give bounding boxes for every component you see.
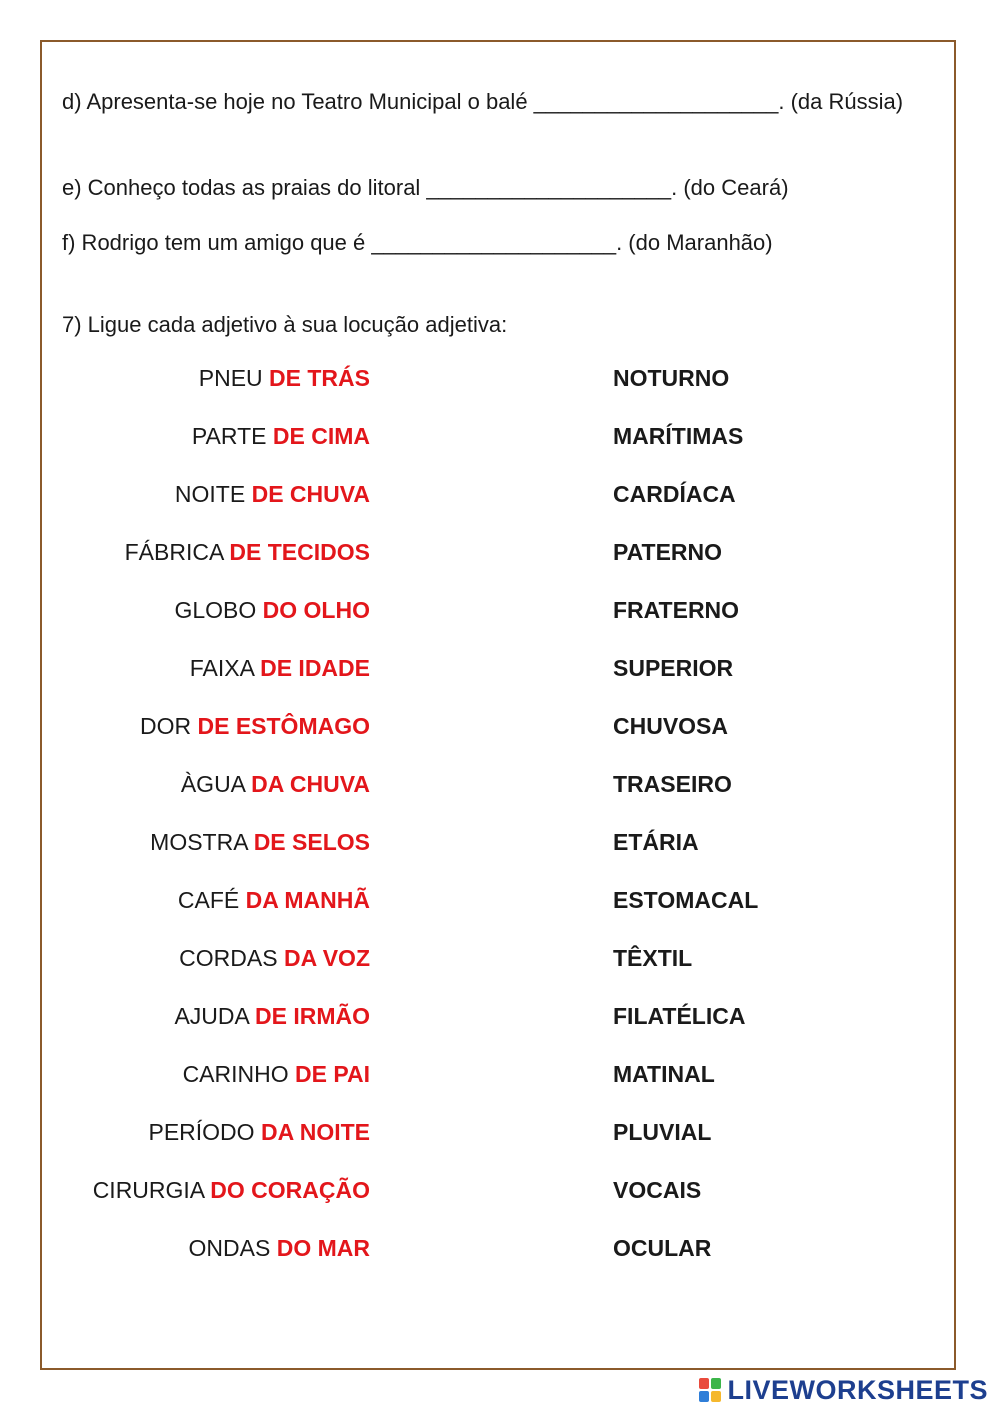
left-item-noun: FAIXA (189, 655, 254, 681)
left-item-locucao: DO MAR (276, 1235, 370, 1261)
left-item-locucao: DE PAI (295, 1061, 370, 1087)
left-item-noun: PARTE (191, 423, 267, 449)
left-item[interactable] (179, 944, 370, 972)
right-item[interactable]: FRATERNO (613, 597, 740, 623)
right-item[interactable]: TÊXTIL (613, 945, 693, 971)
left-item-locucao: DE IDADE (260, 655, 370, 681)
right-item[interactable]: FILATÉLICA (613, 1003, 746, 1029)
right-item[interactable]: VOCAIS (613, 1177, 702, 1203)
left-item[interactable] (192, 422, 370, 450)
left-item[interactable] (175, 480, 370, 508)
right-item[interactable]: CHUVOSA (613, 713, 729, 739)
right-item[interactable]: CARDÍACA (613, 481, 736, 507)
left-item-locucao: DE TECIDOS (229, 539, 370, 565)
left-item-locucao: DA VOZ (283, 945, 370, 971)
left-item-noun: ÀGUA (180, 771, 245, 797)
right-item[interactable]: PATERNO (613, 539, 723, 565)
right-item[interactable]: PLUVIAL (613, 1119, 712, 1145)
question-e: e) Conheço todas as praias do litoral ____________________. (do Ceará) (62, 175, 789, 200)
left-item-noun: GLOBO (174, 597, 257, 623)
right-item[interactable]: ETÁRIA (613, 829, 699, 855)
left-item[interactable] (140, 712, 370, 740)
right-item[interactable]: MARÍTIMAS (613, 423, 744, 449)
left-item[interactable] (148, 1118, 370, 1146)
liveworksheets-logo[interactable] (699, 1376, 988, 1404)
left-item-noun: CAFÉ (177, 887, 240, 913)
left-item-locucao: DA NOITE (260, 1119, 370, 1145)
left-item-noun: CARINHO (182, 1061, 289, 1087)
left-item[interactable] (181, 770, 370, 798)
left-item[interactable] (174, 1002, 370, 1030)
left-item-noun: NOITE (174, 481, 246, 507)
left-item[interactable] (190, 654, 370, 682)
right-item[interactable]: MATINAL (613, 1061, 715, 1087)
right-item[interactable]: NOTURNO (613, 365, 730, 391)
left-item[interactable] (199, 364, 370, 392)
right-item[interactable]: TRASEIRO (613, 771, 732, 797)
right-item[interactable]: ESTOMACAL (613, 887, 759, 913)
liveworksheets-wordmark: LIVEWORKSHEETS (727, 1374, 988, 1405)
left-item-noun: CORDAS (179, 945, 278, 971)
left-item[interactable] (125, 538, 370, 566)
left-item-locucao: DE CHUVA (251, 481, 370, 507)
left-item-noun: PERÍODO (148, 1119, 255, 1145)
left-item-locucao: DO CORAÇÃO (210, 1177, 370, 1203)
question-f: f) Rodrigo tem um amigo que é ____________________. (do Maranhão) (62, 230, 773, 255)
left-item-locucao: DE SELOS (253, 829, 370, 855)
right-item[interactable]: SUPERIOR (613, 655, 734, 681)
left-item-locucao: DE IRMÃO (255, 1003, 370, 1029)
left-item-locucao: DA MANHÃ (245, 887, 370, 913)
left-item-locucao: DO OLHO (262, 597, 370, 623)
left-item[interactable] (174, 596, 370, 624)
exercise-7-title: 7) Ligue cada adjetivo à sua locução adjetiva: (62, 312, 508, 337)
left-item-locucao: DE ESTÔMAGO (197, 713, 370, 739)
left-item-locucao: DA CHUVA (251, 771, 370, 797)
left-item-noun: MOSTRA (150, 829, 248, 855)
liveworksheets-icon (699, 1378, 721, 1402)
right-item[interactable]: OCULAR (613, 1235, 712, 1261)
question-d: d) Apresenta-se hoje no Teatro Municipal o balé ____________________. (da Rússia) (62, 89, 904, 114)
left-item-noun: DOR (139, 713, 192, 739)
left-item-noun: ONDAS (188, 1235, 271, 1261)
left-item-noun: PNEU (198, 365, 263, 391)
left-item-noun: FÁBRICA (124, 539, 224, 565)
left-item[interactable] (93, 1176, 370, 1204)
left-item[interactable] (183, 1060, 370, 1088)
left-item[interactable] (150, 828, 370, 856)
left-item-noun: CIRURGIA (92, 1177, 204, 1203)
left-item-locucao: DE TRÁS (269, 365, 370, 391)
left-item-noun: AJUDA (174, 1003, 249, 1029)
left-item-locucao: DE CIMA (272, 423, 370, 449)
left-item[interactable] (189, 1234, 370, 1262)
left-item[interactable] (178, 886, 370, 914)
